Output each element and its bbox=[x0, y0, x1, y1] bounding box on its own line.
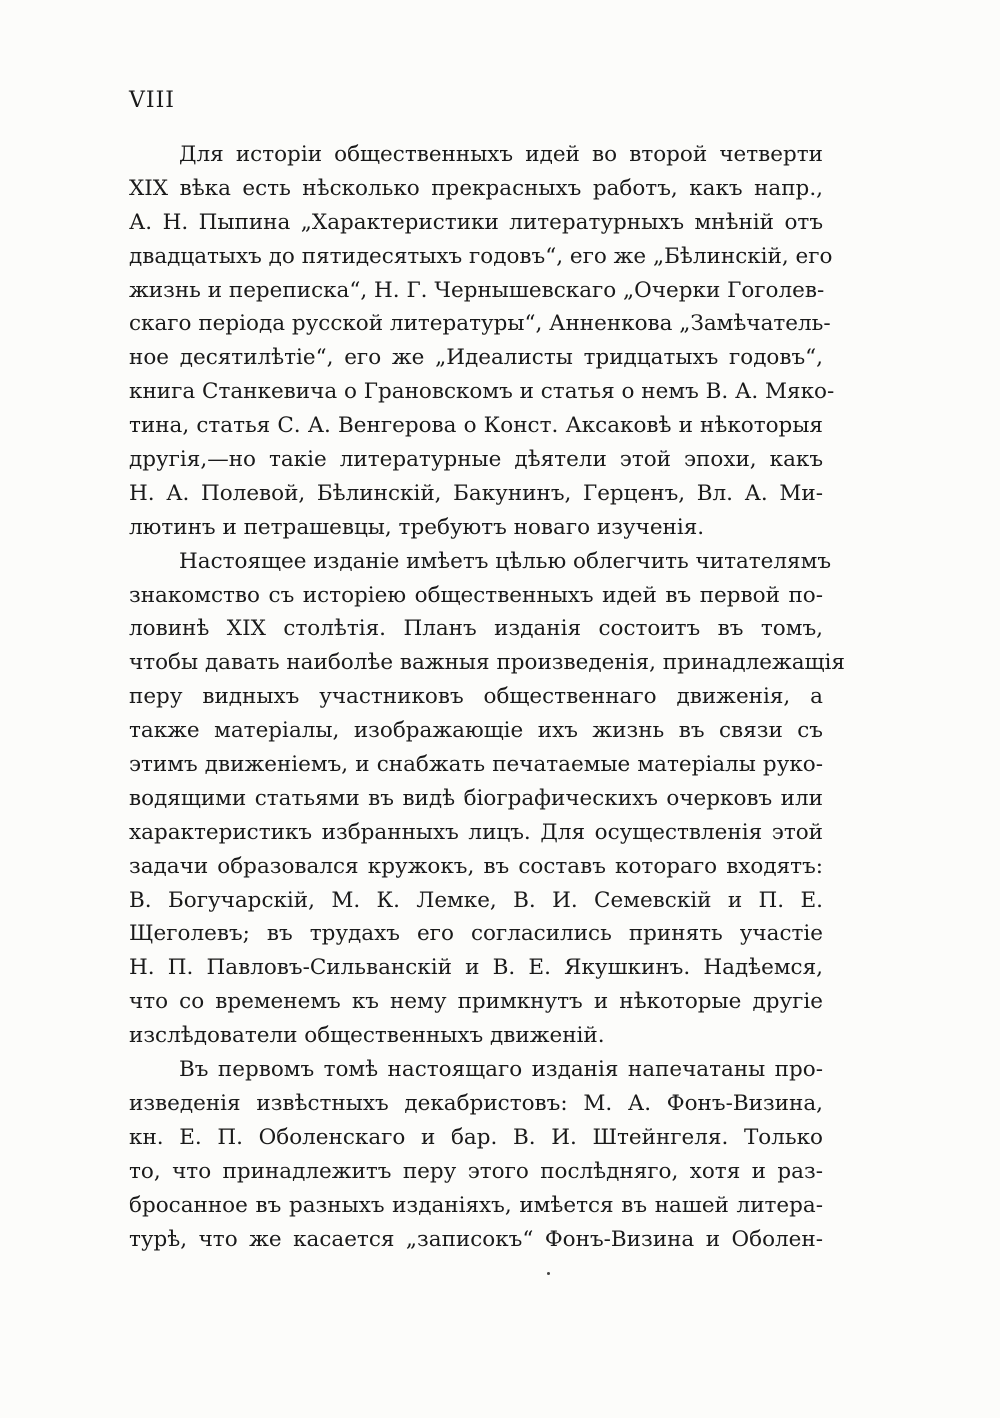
text-line: чтобы давать наиболѣе важныя произведенiя, принадлежащiя bbox=[129, 650, 845, 676]
text-line: Н. П. Павловъ-Сильванскiй и В. Е. Якушкинъ. Надѣемся, bbox=[129, 955, 823, 981]
text-line: турѣ, что же касается „записокъ“ Фонъ-Визина и Оболен- bbox=[129, 1226, 823, 1252]
text-line: этимъ движенiемъ, и снабжать печатаемые матерiалы руко- bbox=[129, 752, 823, 778]
text-line: XIX вѣка есть нѣсколько прекрасныхъ работъ, какъ напр., bbox=[129, 175, 823, 201]
text-line: ловинѣ XIX столѣтiя. Планъ изданiя состоитъ въ томъ, bbox=[129, 616, 823, 642]
text-line: другiя,—но такiе литературные дѣятели этой эпохи, какъ bbox=[129, 447, 823, 473]
text-line: тина, статья С. А. Венгерова о Конст. Аксаковѣ и нѣкоторыя bbox=[129, 413, 823, 439]
text-line: лютинъ и петрашевцы, требуютъ новаго изученiя. bbox=[129, 514, 705, 540]
text-line: скаго перiода русской литературы“, Анненкова „Замѣчатель- bbox=[129, 311, 831, 337]
text-line: Щеголевъ; въ трудахъ его согласились принять участiе bbox=[129, 921, 823, 947]
page-number: VIII bbox=[129, 88, 175, 113]
text-line: водящими статьями въ видѣ бiографическихъ очерковъ или bbox=[129, 785, 823, 811]
text-line: бросанное въ разныхъ изданiяхъ, имѣется въ нашей литера- bbox=[129, 1192, 823, 1218]
text-line: В. Богучарскiй, М. К. Лемке, В. И. Семевскiй и П. Е. bbox=[129, 887, 823, 913]
text-line: задачи образовался кружокъ, въ составъ котораго входятъ: bbox=[129, 853, 823, 879]
text-line: Въ первомъ томѣ настоящаго изданiя напечатаны про- bbox=[179, 1057, 823, 1083]
text-line: жизнь и переписка“, Н. Г. Чернышевскаго „Очерки Гоголев- bbox=[129, 277, 825, 303]
text-line: Для исторiи общественныхъ идей во второй четверти bbox=[179, 142, 823, 167]
paragraph bbox=[129, 545, 845, 1053]
text-line: Настоящее изданiе имѣетъ цѣлью облегчить читателямъ bbox=[179, 548, 832, 574]
body-text bbox=[129, 138, 845, 1256]
paragraph bbox=[129, 138, 835, 545]
text-line: ное десятилѣтiе“, его же „Идеалисты тридцатыхъ годовъ“, bbox=[129, 345, 823, 371]
text-line: характеристикъ избранныхъ лицъ. Для осуществленiя этой bbox=[129, 819, 823, 845]
print-speck bbox=[547, 1272, 550, 1275]
text-line: перу видныхъ участниковъ общественнаго движенiя, а bbox=[129, 684, 823, 710]
text-line: знакомство съ исторiею общественныхъ идей въ первой по- bbox=[129, 582, 823, 608]
text-line: изслѣдователи общественныхъ движенiй. bbox=[129, 1023, 605, 1049]
text-line: А. Н. Пыпина „Характеристики литературныхъ мнѣнiй отъ bbox=[129, 209, 823, 235]
text-line: книга Станкевича о Грановскомъ и статья о немъ В. А. Мяко- bbox=[129, 379, 835, 405]
text-line: что со временемъ къ нему примкнутъ и нѣкоторые другiе bbox=[129, 989, 823, 1015]
paragraph bbox=[129, 1053, 823, 1256]
text-line: изведенiя извѣстныхъ декабристовъ: М. А. Фонъ-Визина, bbox=[129, 1090, 823, 1116]
text-line: кн. Е. П. Оболенскаго и бар. В. И. Штейнгеля. Только bbox=[129, 1124, 823, 1150]
text-line: двадцатыхъ до пятидесятыхъ годовъ“, его же „Бѣлинскiй, его bbox=[129, 243, 833, 269]
text-line: то, что принадлежитъ перу этого послѣдняго, хотя и раз- bbox=[129, 1158, 823, 1184]
text-line: также матерiалы, изображающiе ихъ жизнь въ связи съ bbox=[129, 718, 823, 744]
text-line: Н. А. Полевой, Бѣлинскiй, Бакунинъ, Герценъ, Вл. А. Ми- bbox=[129, 480, 823, 506]
